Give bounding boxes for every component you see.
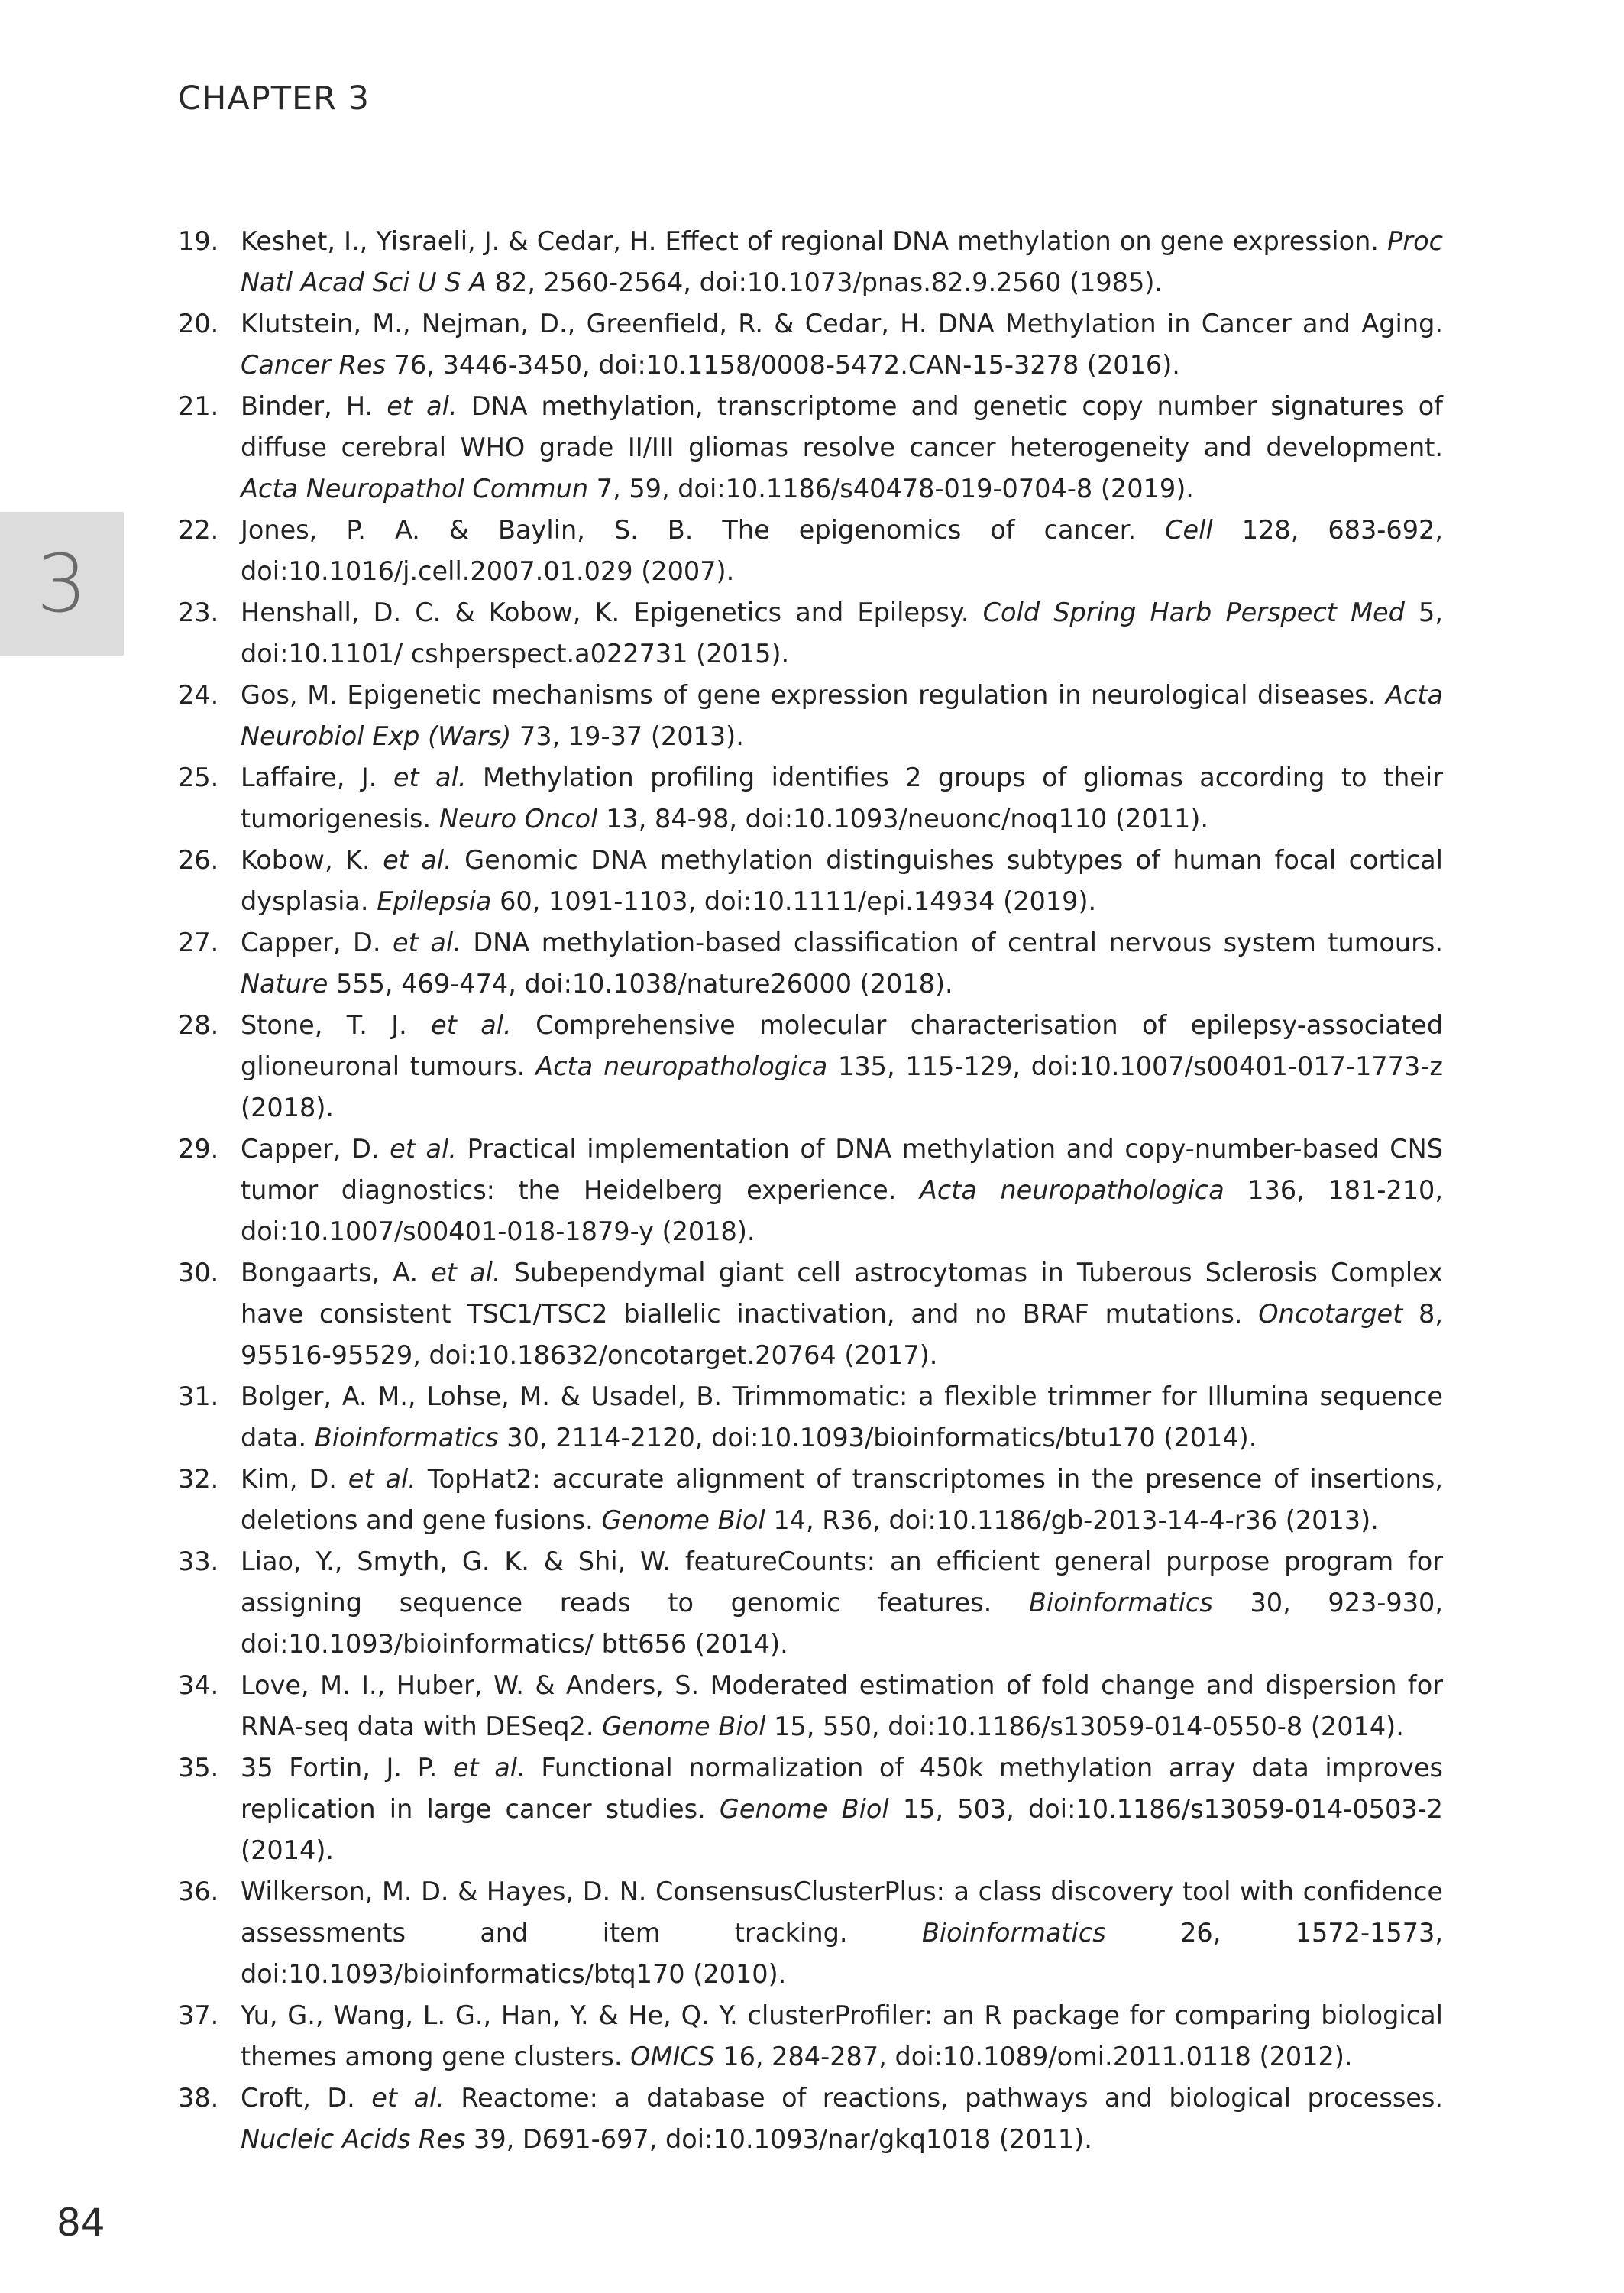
reference-text: Capper, D. et al. DNA methylation-based classification of central nervous system tumours. Nature 555, 469-474, doi:10.1038/nature26000 (2018). [241,928,1443,999]
reference-text: Henshall, D. C. & Kobow, K. Epigenetics and Epilepsy. Cold Spring Harb Perspect Med 5, doi:10.1101/ cshperspect.a022731 (2015). [241,598,1443,669]
journal-name: Nucleic Acids Res [241,2124,466,2154]
reference-text: Laffaire, J. et al. Methylation profiling identifies 2 groups of gliomas according to their tumorigenesis. Neuro Oncol 13, 84-98, doi:10.1093/neuonc/noq110 (2011). [241,763,1443,834]
journal-name: Genome Biol [601,1505,765,1535]
reference-text: Bongaarts, A. et al. Subependymal giant cell astrocytomas in Tuberous Sclerosis Complex have consistent TSC1/TSC2 biallelic inactivation, and no BRAF mutations. Oncotarget 8, 95516-95529, doi:10.18632/oncotarget.20764 (2017). [241,1258,1443,1370]
journal-name: Nature [241,969,328,999]
reference-item [178,221,1443,303]
journal-name: Oncotarget [1258,1299,1403,1329]
reference-number: 20. [178,309,219,338]
reference-number: 33. [178,1546,219,1576]
journal-name: Acta neuropathologica [535,1051,828,1081]
reference-text: Klutstein, M., Nejman, D., Greenfield, R. & Cedar, H. DNA Methylation in Cancer and Aging. Cancer Res 76, 3446-3450, doi:10.1158/0008-5472.CAN-15-3278 (2016). [241,309,1443,380]
journal-name: Neuro Oncol [438,804,598,834]
reference-item [178,386,1443,510]
reference-number: 24. [178,680,219,710]
reference-item [178,2078,1443,2160]
reference-number: 30. [178,1258,219,1287]
reference-item [178,1005,1443,1129]
reference-item [178,840,1443,922]
journal-name: Acta neuropathologica [919,1175,1224,1205]
reference-item [178,1541,1443,1665]
journal-name: Acta Neurobiol Exp (Wars) [241,680,1443,751]
reference-number: 19. [178,226,219,256]
journal-name: Proc Natl Acad Sci U S A [241,226,1443,297]
reference-number: 27. [178,928,219,957]
reference-number: 34. [178,1670,219,1700]
reference-number: 23. [178,598,219,627]
journal-name: Epilepsia [377,886,492,916]
reference-text: Kobow, K. et al. Genomic DNA methylation distinguishes subtypes of human focal cortical dysplasia. Epilepsia 60, 1091-1103, doi:10.1111/epi.14934 (2019). [241,845,1443,916]
reference-text: Jones, P. A. & Baylin, S. B. The epigenomics of cancer. Cell 128, 683-692, doi:10.1016/j.cell.2007.01.029 (2007). [241,515,1443,586]
reference-number: 37. [178,2000,219,2030]
reference-text: Croft, D. et al. Reactome: a database of reactions, pathways and biological processes. Nucleic Acids Res 39, D691-697, doi:10.1093/nar/gkq1018 (2011). [241,2083,1443,2154]
reference-text: Kim, D. et al. TopHat2: accurate alignment of transcriptomes in the presence of insertions, deletions and gene fusions. Genome Biol 14, R36, doi:10.1186/gb-2013-14-4-r36 (2013). [241,1464,1443,1535]
reference-text: Binder, H. et al. DNA methylation, transcriptome and genetic copy number signatures of diffuse cerebral WHO grade II/III gliomas resolve cancer heterogeneity and development. Acta Neuropathol Commun 7, 59, doi:10.1186/s40478-019-0704-8 (2019). [241,391,1443,504]
journal-name: Cancer Res [241,350,386,380]
reference-number: 21. [178,391,219,421]
chapter-tab: 3 [0,512,124,656]
journal-name: Acta Neuropathol Commun [241,474,589,504]
reference-text: Bolger, A. M., Lohse, M. & Usadel, B. Trimmomatic: a flexible trimmer for Illumina sequence data. Bioinformatics 30, 2114-2120, doi:10.1093/bioinformatics/btu170 (2014). [241,1381,1443,1453]
reference-item [178,922,1443,1005]
reference-text: Love, M. I., Huber, W. & Anders, S. Moderated estimation of fold change and dispersion for RNA-seq data with DESeq2. Genome Biol 15, 550, doi:10.1186/s13059-014-0550-8 (2014). [241,1670,1443,1741]
reference-item [178,510,1443,592]
journal-name: Bioinformatics [1028,1588,1213,1618]
reference-number: 26. [178,845,219,875]
reference-number: 25. [178,763,219,792]
reference-item [178,1459,1443,1541]
reference-number: 22. [178,515,219,545]
reference-text: Gos, M. Epigenetic mechanisms of gene expression regulation in neurological diseases. Acta Neurobiol Exp (Wars) 73, 19-37 (2013). [241,680,1443,751]
reference-item [178,303,1443,386]
reference-list [178,221,1443,2160]
reference-text: Wilkerson, M. D. & Hayes, D. N. ConsensusClusterPlus: a class discovery tool with confidence assessments and item tracking. Bioinformatics 26, 1572-1573, doi:10.1093/bioinformatics/btq170 (2010). [241,1877,1443,1989]
reference-text: 35 Fortin, J. P. et al. Functional normalization of 450k methylation array data improves replication in large cancer studies. Genome Biol 15, 503, doi:10.1186/s13059-014-0503-2 (2014). [241,1753,1443,1865]
reference-item [178,1665,1443,1747]
reference-number: 32. [178,1464,219,1494]
reference-item [178,675,1443,757]
reference-text: Capper, D. et al. Practical implementation of DNA methylation and copy-number-based CNS tumor diagnostics: the Heidelberg experience. Acta neuropathologica 136, 181-210, doi:10.1007/s00401-018-1879-y (2018). [241,1134,1444,1246]
reference-item [178,757,1443,840]
reference-number: 31. [178,1381,219,1411]
reference-item [178,1995,1443,2078]
reference-number: 29. [178,1134,219,1164]
reference-item [178,1747,1443,1871]
running-head: CHAPTER 3 [178,79,370,118]
reference-text: Keshet, I., Yisraeli, J. & Cedar, H. Effect of regional DNA methylation on gene expression. Proc Natl Acad Sci U S A 82, 2560-2564, doi:10.1073/pnas.82.9.2560 (1985). [241,226,1443,297]
page-number: 84 [57,2201,105,2245]
reference-item [178,1252,1443,1376]
journal-name: Genome Biol [602,1712,766,1741]
journal-name: Cold Spring Harb Perspect Med [982,598,1405,627]
reference-item [178,1871,1443,1995]
reference-number: 36. [178,1877,219,1906]
reference-text: Liao, Y., Smyth, G. K. & Shi, W. featureCounts: an efficient general purpose program for assigning sequence reads to genomic features. Bioinformatics 30, 923-930, doi:10.1093/bioinformatics/ btt656 (2014). [241,1546,1443,1659]
reference-item [178,592,1443,675]
reference-item [178,1376,1443,1459]
reference-number: 38. [178,2083,219,2113]
journal-name: Cell [1165,515,1213,545]
journal-name: Bioinformatics [921,1918,1106,1948]
reference-text: Yu, G., Wang, L. G., Han, Y. & He, Q. Y. clusterProfiler: an R package for comparing biological themes among gene clusters. OMICS 16, 284-287, doi:10.1089/omi.2011.0118 (2012). [241,2000,1443,2071]
reference-text: Stone, T. J. et al. Comprehensive molecular characterisation of epilepsy-associated glioneuronal tumours. Acta neuropathologica 135, 115-129, doi:10.1007/s00401-017-1773-z (2018). [241,1010,1444,1122]
reference-number: 35. [178,1753,219,1783]
reference-number: 28. [178,1010,219,1040]
journal-name: Bioinformatics [314,1423,499,1453]
journal-name: Genome Biol [719,1794,889,1824]
reference-item [178,1129,1443,1252]
journal-name: OMICS [630,2042,715,2071]
